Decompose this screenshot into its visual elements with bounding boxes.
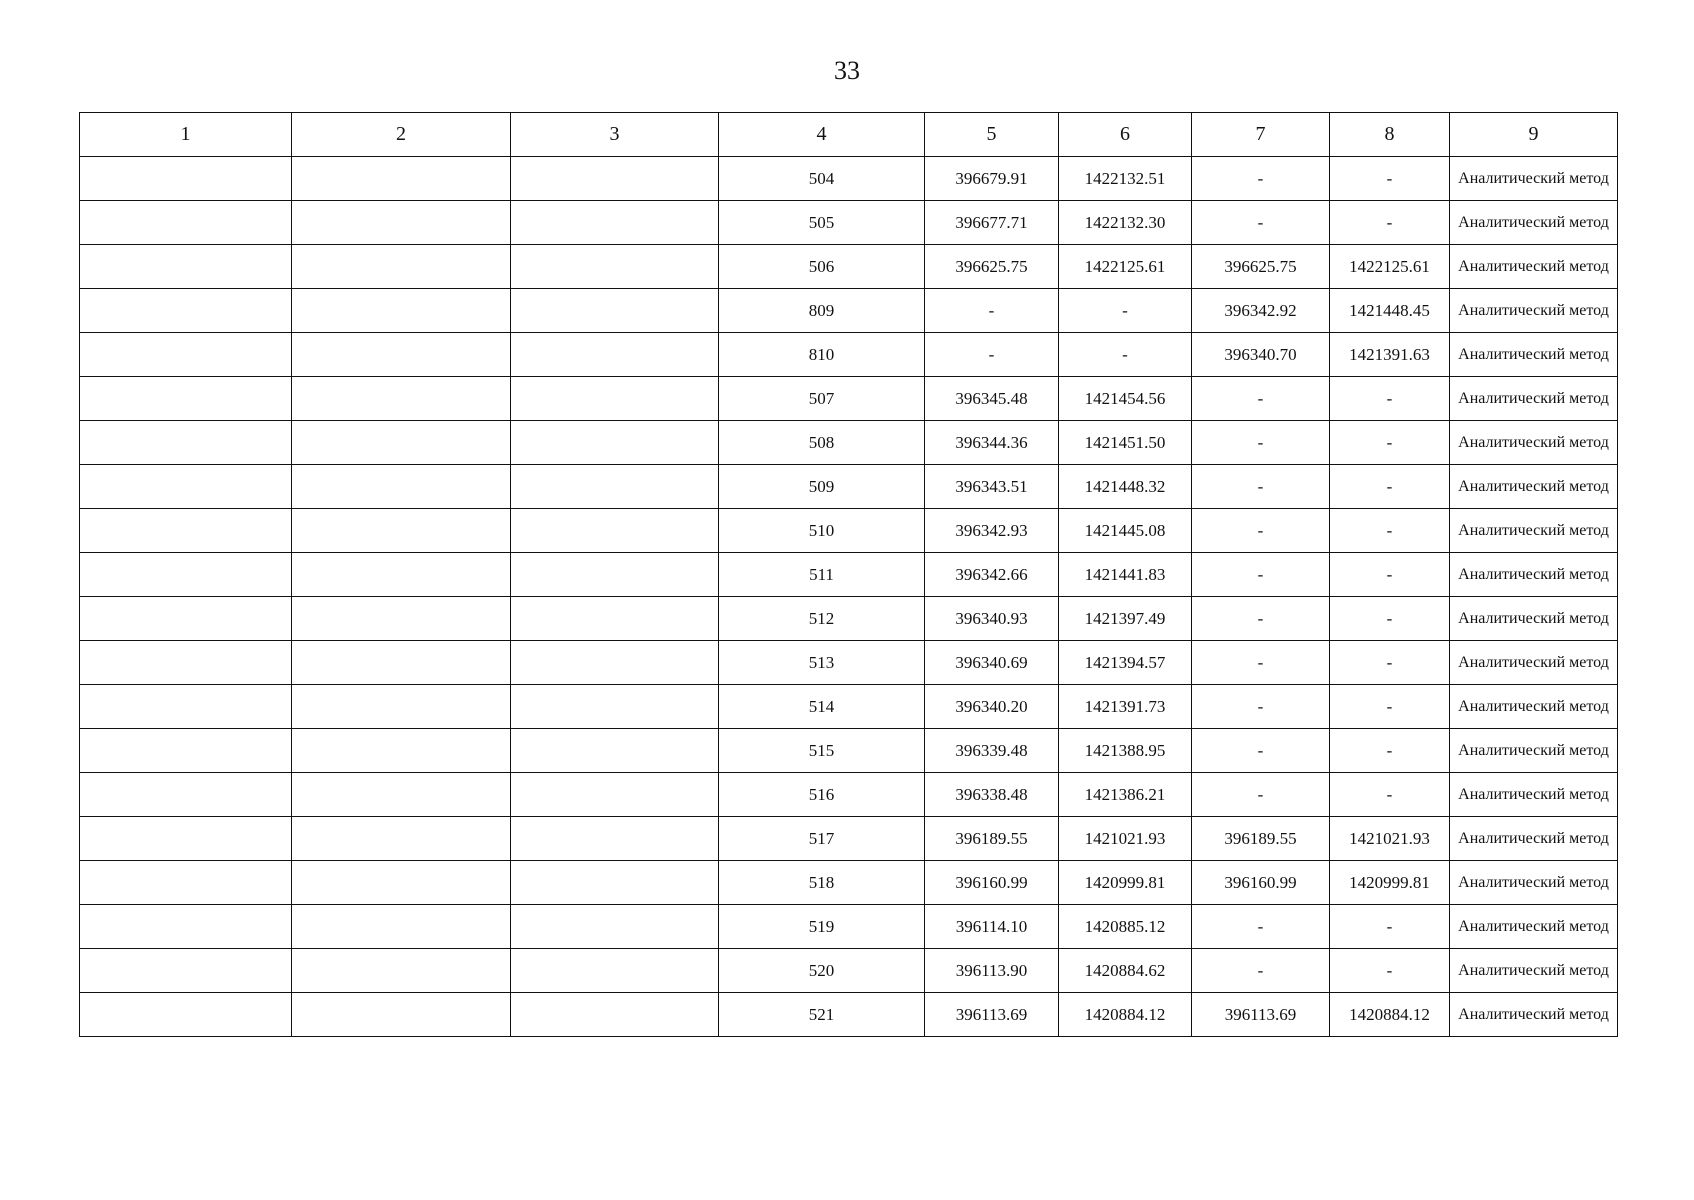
table-cell: [511, 817, 719, 861]
table-cell: -: [1192, 157, 1330, 201]
table-cell: [511, 421, 719, 465]
column-header: 5: [925, 113, 1059, 157]
method-cell: Аналитический метод: [1450, 421, 1618, 465]
table-cell: [511, 377, 719, 421]
table-cell: -: [1330, 641, 1450, 685]
table-cell: 512: [719, 597, 925, 641]
table-cell: [292, 157, 511, 201]
method-cell: Аналитический метод: [1450, 949, 1618, 993]
column-header: 2: [292, 113, 511, 157]
table-cell: -: [1330, 421, 1450, 465]
method-cell: Аналитический метод: [1450, 553, 1618, 597]
table-cell: 516: [719, 773, 925, 817]
table-cell: [511, 729, 719, 773]
table-cell: 1420884.12: [1330, 993, 1450, 1037]
method-cell: Аналитический метод: [1450, 729, 1618, 773]
table-cell: 396677.71: [925, 201, 1059, 245]
table-row: [80, 509, 1618, 553]
table-row: [80, 245, 1618, 289]
table-cell: [292, 245, 511, 289]
table-cell: -: [1192, 905, 1330, 949]
table-cell: 396340.20: [925, 685, 1059, 729]
method-cell: Аналитический метод: [1450, 289, 1618, 333]
table-cell: 506: [719, 245, 925, 289]
table-cell: -: [1192, 729, 1330, 773]
table-cell: 396114.10: [925, 905, 1059, 949]
table-cell: 396344.36: [925, 421, 1059, 465]
table-cell: -: [1192, 773, 1330, 817]
table-cell: [511, 773, 719, 817]
table-cell: 509: [719, 465, 925, 509]
table-cell: 809: [719, 289, 925, 333]
table-cell: -: [1192, 685, 1330, 729]
table-cell: 1420884.12: [1059, 993, 1192, 1037]
table-cell: [80, 509, 292, 553]
table-cell: [511, 905, 719, 949]
table-cell: 518: [719, 861, 925, 905]
table-cell: [292, 377, 511, 421]
table-cell: 1422132.30: [1059, 201, 1192, 245]
table-row: [80, 949, 1618, 993]
method-cell: Аналитический метод: [1450, 245, 1618, 289]
table-cell: [80, 905, 292, 949]
column-header: 9: [1450, 113, 1618, 157]
table-cell: -: [1330, 597, 1450, 641]
table-cell: -: [1330, 465, 1450, 509]
table-cell: [511, 949, 719, 993]
table-cell: 396339.48: [925, 729, 1059, 773]
table-cell: [292, 333, 511, 377]
table-cell: 1420884.62: [1059, 949, 1192, 993]
table-cell: [292, 201, 511, 245]
table-cell: -: [1192, 421, 1330, 465]
table-cell: [80, 421, 292, 465]
table-cell: -: [1059, 289, 1192, 333]
table-cell: [80, 773, 292, 817]
table-cell: 1421448.32: [1059, 465, 1192, 509]
table-cell: [80, 949, 292, 993]
method-cell: Аналитический метод: [1450, 465, 1618, 509]
table-cell: [292, 597, 511, 641]
method-cell: Аналитический метод: [1450, 377, 1618, 421]
table-cell: -: [1330, 685, 1450, 729]
table-cell: [80, 201, 292, 245]
table-cell: -: [925, 333, 1059, 377]
table-cell: 1421441.83: [1059, 553, 1192, 597]
table-cell: [511, 553, 719, 597]
method-cell: Аналитический метод: [1450, 333, 1618, 377]
table-cell: 511: [719, 553, 925, 597]
table-cell: -: [1330, 509, 1450, 553]
table-row: [80, 289, 1618, 333]
table-row: [80, 377, 1618, 421]
table-cell: -: [1330, 949, 1450, 993]
table-cell: 396340.70: [1192, 333, 1330, 377]
table-cell: -: [1192, 949, 1330, 993]
table-cell: 1421391.63: [1330, 333, 1450, 377]
table-cell: [80, 377, 292, 421]
table-cell: [80, 817, 292, 861]
method-cell: Аналитический метод: [1450, 157, 1618, 201]
table-cell: -: [1330, 201, 1450, 245]
table-row: [80, 641, 1618, 685]
table-cell: [511, 509, 719, 553]
table-cell: [80, 729, 292, 773]
table-cell: [80, 685, 292, 729]
table-cell: 1422125.61: [1330, 245, 1450, 289]
table-cell: 507: [719, 377, 925, 421]
table-cell: 396340.69: [925, 641, 1059, 685]
table-body: [80, 157, 1618, 1037]
table-cell: [292, 289, 511, 333]
table-cell: [292, 641, 511, 685]
table-cell: 1421397.49: [1059, 597, 1192, 641]
table-cell: 517: [719, 817, 925, 861]
method-cell: Аналитический метод: [1450, 201, 1618, 245]
table-cell: 396342.93: [925, 509, 1059, 553]
table-cell: [511, 201, 719, 245]
table-cell: 510: [719, 509, 925, 553]
table-cell: 1421394.57: [1059, 641, 1192, 685]
table-cell: [292, 729, 511, 773]
table-cell: 396625.75: [925, 245, 1059, 289]
table-cell: [80, 861, 292, 905]
table-cell: [292, 993, 511, 1037]
table-cell: [80, 553, 292, 597]
table-cell: [80, 333, 292, 377]
table-cell: 396342.92: [1192, 289, 1330, 333]
table-cell: [292, 685, 511, 729]
table-cell: [80, 465, 292, 509]
table-cell: -: [1192, 377, 1330, 421]
column-header: 4: [719, 113, 925, 157]
table-cell: [511, 157, 719, 201]
table-cell: -: [1330, 377, 1450, 421]
table-cell: 396189.55: [1192, 817, 1330, 861]
table-cell: -: [1330, 773, 1450, 817]
table-cell: [511, 993, 719, 1037]
table-cell: 1421391.73: [1059, 685, 1192, 729]
table-cell: [511, 861, 719, 905]
table-cell: 396189.55: [925, 817, 1059, 861]
table-cell: 396625.75: [1192, 245, 1330, 289]
table-cell: [511, 333, 719, 377]
column-header: 8: [1330, 113, 1450, 157]
table-cell: 520: [719, 949, 925, 993]
table-cell: -: [1192, 509, 1330, 553]
table-row: [80, 465, 1618, 509]
method-cell: Аналитический метод: [1450, 773, 1618, 817]
table-row: [80, 685, 1618, 729]
table-cell: [292, 817, 511, 861]
table-cell: -: [1330, 729, 1450, 773]
table-cell: -: [1192, 201, 1330, 245]
table-cell: 519: [719, 905, 925, 949]
table-cell: 396113.90: [925, 949, 1059, 993]
column-header: 6: [1059, 113, 1192, 157]
table-cell: 396679.91: [925, 157, 1059, 201]
table-cell: 396160.99: [925, 861, 1059, 905]
coordinates-table: [79, 112, 1618, 1037]
table-cell: [511, 245, 719, 289]
table-cell: [511, 465, 719, 509]
table-cell: 504: [719, 157, 925, 201]
table-cell: 1420999.81: [1059, 861, 1192, 905]
table-cell: 515: [719, 729, 925, 773]
page-number: 33: [834, 56, 860, 85]
table-cell: 1421445.08: [1059, 509, 1192, 553]
table-cell: 1422132.51: [1059, 157, 1192, 201]
table-cell: [292, 773, 511, 817]
table-cell: [511, 641, 719, 685]
table-cell: -: [1330, 157, 1450, 201]
table-cell: -: [1192, 597, 1330, 641]
table-cell: -: [1059, 333, 1192, 377]
table-row: [80, 993, 1618, 1037]
table-cell: 1421454.56: [1059, 377, 1192, 421]
table-cell: 1421388.95: [1059, 729, 1192, 773]
table-cell: 396113.69: [1192, 993, 1330, 1037]
table-cell: -: [1192, 641, 1330, 685]
table-cell: [80, 245, 292, 289]
table-cell: [292, 861, 511, 905]
table-cell: [292, 949, 511, 993]
table-row: [80, 421, 1618, 465]
table-cell: 1421386.21: [1059, 773, 1192, 817]
method-cell: Аналитический метод: [1450, 993, 1618, 1037]
column-header: 1: [80, 113, 292, 157]
table-cell: 396338.48: [925, 773, 1059, 817]
table-row: [80, 729, 1618, 773]
table-cell: 1420885.12: [1059, 905, 1192, 949]
table-cell: [80, 641, 292, 685]
table-cell: 513: [719, 641, 925, 685]
table-cell: [511, 289, 719, 333]
table-cell: 396113.69: [925, 993, 1059, 1037]
table-cell: -: [1330, 905, 1450, 949]
table-row: [80, 597, 1618, 641]
table-row: [80, 201, 1618, 245]
method-cell: Аналитический метод: [1450, 641, 1618, 685]
table-cell: 508: [719, 421, 925, 465]
table-cell: [511, 685, 719, 729]
table-cell: 521: [719, 993, 925, 1037]
table-cell: -: [1330, 553, 1450, 597]
table-cell: 396342.66: [925, 553, 1059, 597]
table-cell: [292, 465, 511, 509]
table-cell: 1421451.50: [1059, 421, 1192, 465]
table-cell: -: [925, 289, 1059, 333]
method-cell: Аналитический метод: [1450, 905, 1618, 949]
table-cell: 1421021.93: [1059, 817, 1192, 861]
table-row: [80, 773, 1618, 817]
method-cell: Аналитический метод: [1450, 509, 1618, 553]
table-cell: [292, 509, 511, 553]
column-header: 7: [1192, 113, 1330, 157]
table-cell: 505: [719, 201, 925, 245]
table-cell: [80, 597, 292, 641]
table-cell: [80, 289, 292, 333]
column-header: 3: [511, 113, 719, 157]
table-cell: 810: [719, 333, 925, 377]
table-cell: 396343.51: [925, 465, 1059, 509]
table-row: [80, 553, 1618, 597]
method-cell: Аналитический метод: [1450, 685, 1618, 729]
table-cell: 1420999.81: [1330, 861, 1450, 905]
table-cell: -: [1192, 465, 1330, 509]
method-cell: Аналитический метод: [1450, 817, 1618, 861]
table-row: [80, 333, 1618, 377]
table-cell: 514: [719, 685, 925, 729]
table-row: [80, 861, 1618, 905]
table-cell: [511, 597, 719, 641]
table-cell: [80, 157, 292, 201]
table-cell: 1421448.45: [1330, 289, 1450, 333]
table-cell: 1421021.93: [1330, 817, 1450, 861]
table-cell: 396160.99: [1192, 861, 1330, 905]
method-cell: Аналитический метод: [1450, 597, 1618, 641]
table-cell: [292, 905, 511, 949]
table-row: [80, 905, 1618, 949]
table-row: [80, 157, 1618, 201]
table-cell: 396340.93: [925, 597, 1059, 641]
table-cell: 1422125.61: [1059, 245, 1192, 289]
header-row: [80, 113, 1618, 157]
table-cell: 396345.48: [925, 377, 1059, 421]
table-cell: [292, 553, 511, 597]
table-cell: [292, 421, 511, 465]
table-row: [80, 817, 1618, 861]
table-cell: [80, 993, 292, 1037]
table-cell: -: [1192, 553, 1330, 597]
method-cell: Аналитический метод: [1450, 861, 1618, 905]
